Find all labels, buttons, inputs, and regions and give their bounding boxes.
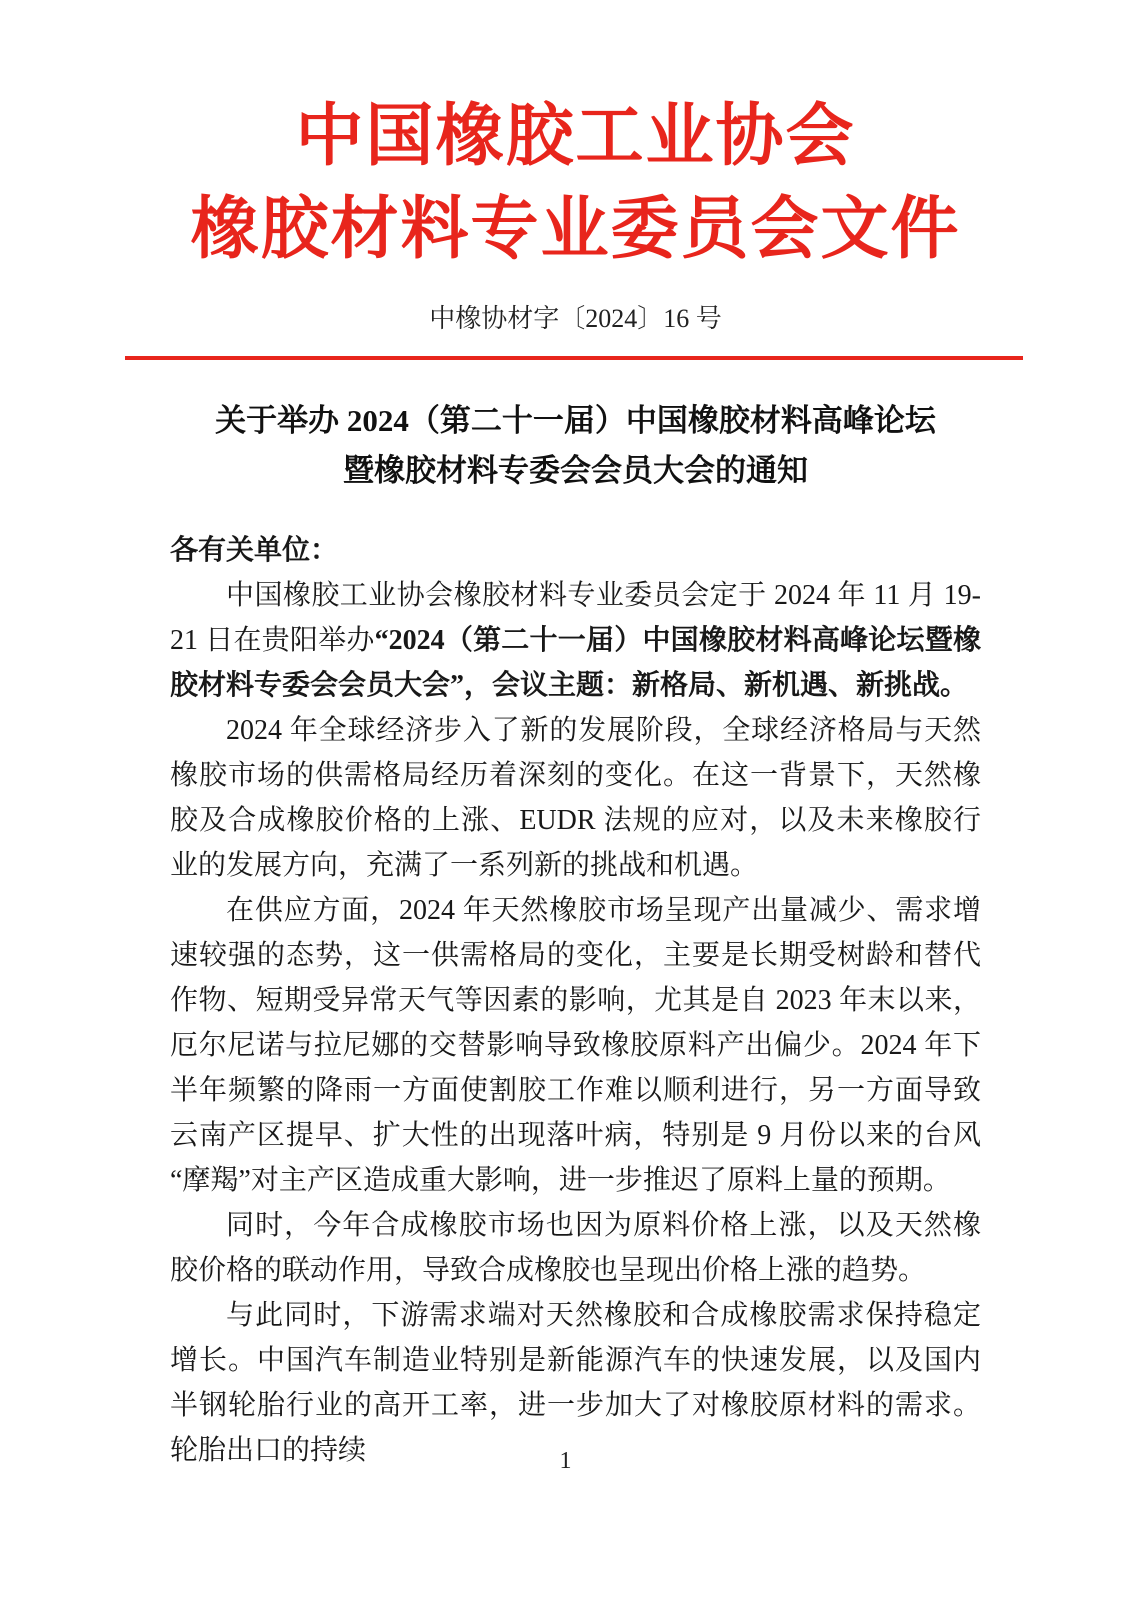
paragraph-2: 2024 年全球经济步入了新的发展阶段，全球经济格局与天然橡胶市场的供需格局经历着深刻的变化。在这一背景下，天然橡胶及合成橡胶价格的上涨、EUDR 法规的应对，以及未来橡胶行业的发展方向，充满了一系列新的挑战和机遇。 xyxy=(170,715,981,881)
page-number: 1 xyxy=(559,1448,572,1474)
paragraph-1-bold-run: “2024（第二十一届）中国橡胶材料高峰论坛暨橡胶材料专委会会员大会”，会议主题：新格局、新机遇、新挑战。 xyxy=(170,625,981,701)
paragraph-3: 在供应方面，2024 年天然橡胶市场呈现产出量减少、需求增速较强的态势，这一供需格局的变化，主要是长期受树龄和替代作物、短期受异常天气等因素的影响，尤其是自 2023 年末以来，厄尔尼诺与拉尼娜的交替影响导致橡胶原料产出偏少。2024 年下半年频繁的降雨一方面使割胶工作难以顺利进行，另一方面导致云南产区提早、扩大性的出现落叶病，特别是 9 月份以来的台风“摩羯”对主产区造成重大影响，进一步推迟了原料上量的预期。 xyxy=(170,895,981,1196)
title-line1: 关于举办 2024（第二十一届）中国橡胶材料高峰论坛 xyxy=(215,403,936,438)
document-header xyxy=(170,90,981,276)
salutation: 各有关单位： xyxy=(170,535,339,566)
org-name-line2: 橡胶材料专业委员会文件 xyxy=(190,191,961,267)
paragraph-1-normal-run: 中国橡胶工业协会橡胶材料专业委员会定于 2024 年 11 月 19-21 日在贵阳举办 xyxy=(170,580,981,656)
paragraph-4: 同时，今年合成橡胶市场也因为原料价格上涨，以及天然橡胶价格的联动作用，导致合成橡胶也呈现出价格上涨的趋势。 xyxy=(170,1210,981,1286)
paragraph-5: 与此同时，下游需求端对天然橡胶和合成橡胶需求保持稳定增长。中国汽车制造业特别是新能源汽车的快速发展，以及国内半钢轮胎行业的高开工率，进一步加大了对橡胶原材料的需求。轮胎出口的持续 xyxy=(170,1300,981,1466)
paragraph-1 xyxy=(170,573,981,708)
title-line2: 暨橡胶材料专委会会员大会的通知 xyxy=(343,453,808,488)
red-divider-line xyxy=(125,356,1023,360)
document-body xyxy=(170,528,981,1473)
document-title xyxy=(170,396,981,496)
doc-number: 中橡协材字〔2024〕16 号 xyxy=(429,304,722,333)
org-name-line1: 中国橡胶工业协会 xyxy=(295,98,856,174)
